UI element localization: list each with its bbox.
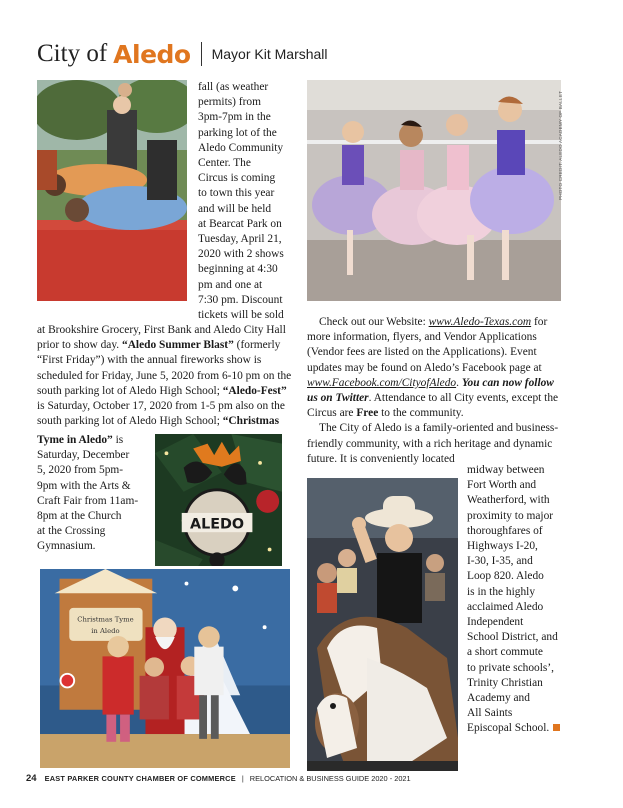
text-line: permits) from	[198, 96, 261, 109]
text-line: to town this year	[198, 187, 275, 200]
text-line: Highways I-20,	[467, 540, 538, 553]
text-line: beginning at 4:30	[198, 263, 278, 276]
website-link[interactable]: www.Aledo-Texas.com	[428, 316, 532, 328]
text-line: thoroughfares of	[467, 524, 543, 537]
text-line: Craft Fair from 11am-	[37, 494, 139, 507]
text-line: Independent	[467, 616, 524, 629]
text-line: is in the highly	[467, 585, 536, 598]
website-text: Check out our Website:	[319, 316, 429, 328]
right-text-paragraphs	[307, 315, 565, 467]
text-line: All Saints	[467, 707, 513, 720]
text-line: Fort Worth and	[467, 479, 537, 492]
free-emphasis: Free	[356, 407, 379, 420]
left-text-beside-photo	[198, 80, 308, 323]
text-line: 3pm-7pm in the	[198, 111, 271, 124]
text-line: Tuesday, April 21,	[198, 233, 282, 246]
footer-separator: |	[241, 774, 244, 783]
events-text: is Saturday, October 17, 2020 from 1-5 pm also on the south parking lot of Aledo High School;	[37, 400, 285, 428]
text-line: a short commute	[467, 646, 543, 659]
text-line: 7:30 pm. Discount	[198, 293, 283, 306]
text-line: fall (as weather	[198, 81, 269, 93]
text-line: School District, and	[467, 631, 558, 644]
page-footer	[26, 773, 411, 784]
gingerbread-sign-line: in Aledo	[91, 627, 120, 636]
right-text-beside-rider	[467, 463, 567, 737]
left-text-beside-ornament	[37, 433, 152, 555]
text-line: pm and one at	[198, 278, 263, 291]
text-line: I-30, I-35, and	[467, 555, 533, 568]
text-line: at Bearcat Park on	[198, 217, 282, 230]
text-line: and will be held	[198, 202, 272, 215]
text-line: Circus is coming	[198, 172, 276, 185]
text-line: Saturday, December	[37, 449, 130, 462]
event-name-christmas-cont: Tyme in Aledo”	[37, 434, 113, 446]
page-header	[37, 36, 328, 72]
event-name-christmas: “Christmas	[222, 415, 280, 428]
page-number: 24	[26, 773, 37, 784]
text-line: parking lot of the	[198, 126, 277, 139]
events-text: (formerly “First Friday”) with the annual fireworks show is scheduled for Friday, June 5, 2020 from 6-10 pm on the south parking lot of Aledo High School;	[37, 339, 292, 397]
gingerbread-sign-line: Christmas Tyme	[77, 615, 134, 624]
text-line: Weatherford, with	[467, 494, 550, 507]
text-line: to private schools’,	[467, 661, 554, 674]
header-divider	[201, 42, 202, 66]
text-line: midway between	[467, 464, 545, 476]
text-line: Loop 820. Aledo	[467, 570, 544, 583]
text-line: 8pm at the Church	[37, 510, 122, 523]
text-line: Center. The	[198, 157, 251, 170]
photo-credit: PHOTO CREDIT: ALEDO ACADEMY OF BALLET	[558, 90, 563, 200]
text-line: proximity to major	[467, 509, 554, 522]
text-line: is	[112, 434, 124, 446]
text-line: 2020 with 2 shows	[198, 248, 284, 261]
footer-guide: RELOCATION & BUSINESS GUIDE 2020 - 2021	[249, 774, 411, 783]
event-name-aledo-fest: “Aledo-Fest”	[222, 384, 287, 397]
photo-community-event	[37, 80, 187, 301]
info-text: for more information, flyers, and Vendor Applications (Vendor fees are listed on the Applications). Event updates may be found on Aledo’s Facebook page at	[307, 316, 548, 374]
event-name-summer-blast: “Aledo Summer Blast”	[122, 339, 234, 352]
text-line: Gymnasium.	[37, 540, 96, 553]
photo-christmas-tyme-kids	[37, 566, 293, 771]
twitter-note: You can now follow us on Twitter	[307, 376, 554, 405]
text-line: tickets will be sold	[198, 309, 284, 322]
ornament-text: ALEDO	[190, 516, 245, 533]
footer-org: EAST PARKER COUNTY CHAMBER OF COMMERCE	[44, 774, 236, 783]
left-text-events	[37, 323, 295, 429]
photo-ballet-dancers	[307, 80, 561, 301]
header-aledo: Aledo	[113, 39, 191, 69]
text-line: at the Crossing	[37, 525, 106, 538]
text-line: 9pm with the Arts &	[37, 479, 131, 492]
text-line: Episcopal School.	[467, 722, 550, 735]
facebook-link[interactable]: www.Facebook.com/CityofAledo	[307, 376, 457, 389]
info-text: .	[456, 376, 462, 389]
header-city-of: City of	[37, 40, 108, 67]
text-line: Trinity Christian	[467, 676, 543, 689]
text-line: Aledo Community	[198, 141, 284, 154]
photo-rider-horse	[307, 478, 458, 771]
text-line: 5, 2020 from 5pm-	[37, 464, 124, 477]
city-description: The City of Aledo is a family-oriented and business-friendly community, with a rich heritage and dynamic future. It is conveniently located	[307, 422, 559, 465]
text-line: acclaimed Aledo	[467, 600, 544, 613]
info-text: . Attendance to all City events, except the Circus are	[307, 392, 559, 420]
end-mark-icon	[553, 724, 560, 731]
info-text: to the community.	[378, 407, 464, 420]
text-line: Academy and	[467, 692, 530, 705]
events-text: at Brookshire Grocery, First Bank and Aledo City Hall prior to show day.	[37, 324, 286, 352]
header-mayor: Mayor Kit Marshall	[211, 46, 328, 62]
